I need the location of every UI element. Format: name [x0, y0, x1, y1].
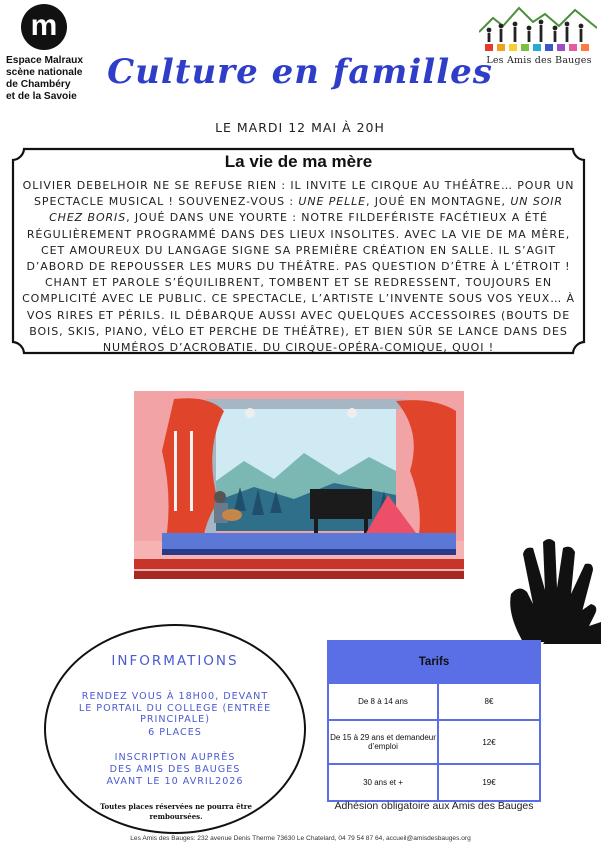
org-line: Espace Malraux [6, 55, 84, 66]
work-title: UNE PELLE [298, 195, 366, 209]
show-title: La vie de ma mère [224, 152, 373, 171]
tarif-price: 8€ [438, 683, 540, 720]
refund-note-line: remboursées. [149, 812, 203, 821]
tarif-label: De 15 à 29 ans et demandeur d’emploi [328, 720, 438, 764]
partner-logo-text: Les Amis des Bauges [486, 55, 592, 66]
info-line: LE PORTAIL DU COLLEGE (ENTRÉE PRINCIPALE) [78, 703, 272, 725]
info-places: 6 PLACES [148, 727, 202, 738]
tarif-label: 30 ans et + [328, 764, 438, 801]
show-description [20, 178, 577, 356]
org-line: de Chambéry [6, 79, 71, 90]
info-line: RENDEZ VOUS À 18H00, DEVANT [81, 691, 269, 702]
info-title: INFORMATIONS [111, 653, 239, 669]
tarifs-title: Tarifs [328, 641, 540, 683]
org-line: et de la Savoie [6, 91, 77, 102]
tarifs-table [327, 640, 541, 802]
tarif-price: 12€ [438, 720, 540, 764]
adhesion-note: Adhésion obligatoire aux Amis des Bauges [334, 800, 534, 812]
desc-text: , JOUÉ EN MONTAGNE, [366, 195, 511, 209]
espace-malraux-logo: m [21, 4, 67, 50]
footer-contact: Les Amis des Bauges: 232 avenue Denis Therme 73630 Le Chatelard, 04 79 54 87 64, accueil@amisdesbauges.org [130, 835, 471, 842]
refund-note-line: Toutes places réservées ne pourra être [100, 802, 252, 811]
refund-note [90, 802, 262, 822]
table-row [328, 720, 540, 764]
table-row [328, 683, 540, 720]
desc-text: OLIVIER DEBELHOIR NE SE REFUSE RIEN : IL INVITE LE CIRQUE AU THÉÂTRE… POUR UN SPECTACLE MUSICAL ! SOUVENEZ-VOUS : [22, 179, 575, 209]
info-line: AVANT LE 10 AVRIL2026 [106, 776, 244, 787]
org-line: scène nationale [6, 67, 83, 78]
tarif-label: De 8 à 14 ans [328, 683, 438, 720]
event-date: LE MARDI 12 MAI À 20H [215, 120, 385, 135]
info-line: DES AMIS DES BAUGES [109, 764, 241, 775]
hands-icon [493, 534, 601, 644]
page-title: Culture en familles [107, 52, 493, 92]
table-row [328, 764, 540, 801]
info-line: INSCRIPTION AUPRÈS [114, 752, 236, 763]
desc-text: , JOUÉ DANS UNE YOURTE : NOTRE FILDEFÉRISTЕ FACÉTIEUX A ÉTÉ RÉGULIÈREMENT PROGRAMMÉ DANS DES LIEUX INSOLITES. AVEC LA VIE DE MA MÈRE, CET AMOUREUX DU LANGAGE SIGNE SA PREMIÈRE CRÉATION EN SALLE. IL S’AGIT D’ABORD DE REPOUSSER LES MURS DU THÉÂTRE. PAS QUESTION D’ÊTRE À L’ÉTROIT ! CHANT ET PAROLE S’ÉQUILIBRENT, TOMBENT ET SE REDRESSENT, TOUJOURS EN COMPLICITÉ AVEC LE PUBLIC. CE SPECTACLE, L’ARTISTE L’INVENTE SOUS VOS YEUX… À VOS RIRES ET PÉRILS. IL DÉBARQUE AUSSI AVEC QUELQUES ACCESSOIRES (BOUTS DE BOIS, SKIS, PIANO, VÉLO ET PERCHE DE THÉÂTRE), ET BIEN SÛR SE LANCE DANS DES NUMÉROS D’ACROBATIE. DU CIRQUE-OPÉRA-COMIQUE, QUOI ! [22, 211, 575, 355]
tarif-price: 19€ [438, 764, 540, 801]
show-illustration [134, 391, 464, 579]
work-title: UN SOIR CHEZ BORIS [49, 195, 563, 225]
